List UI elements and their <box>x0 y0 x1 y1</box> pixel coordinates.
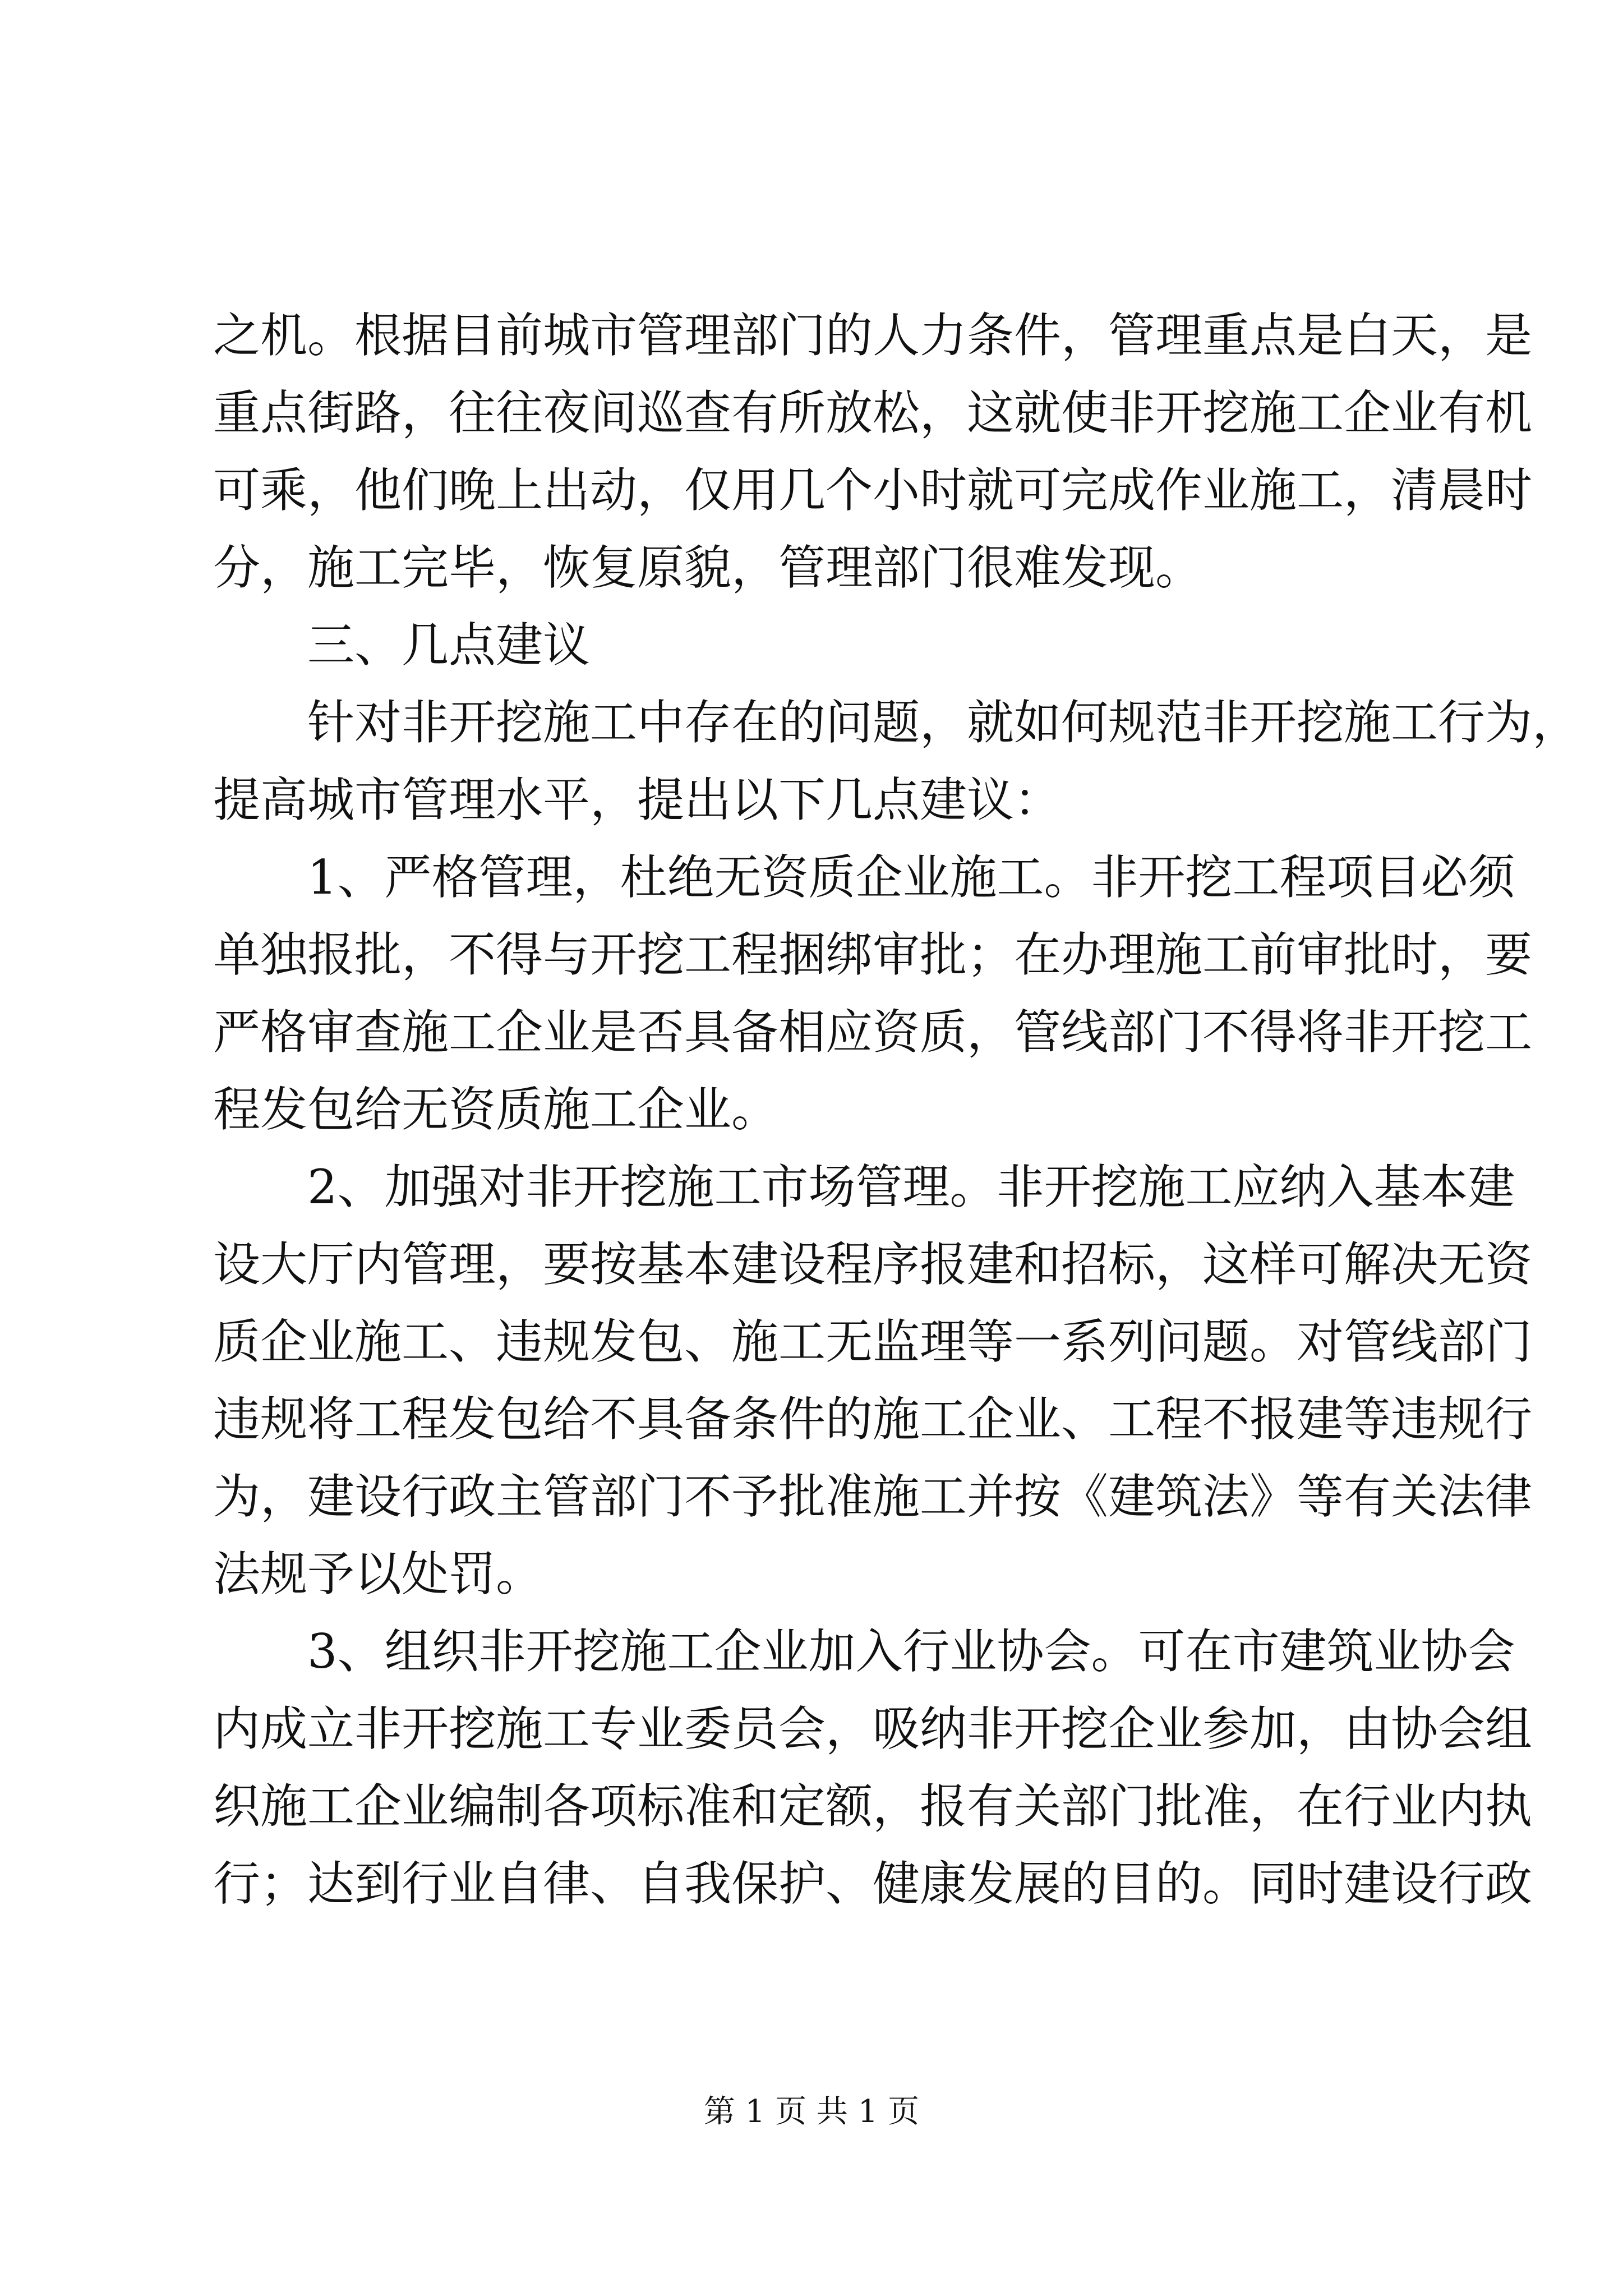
text-line: 为，建设行政主管部门不予批准施工并按《建筑法》等有关法律 <box>213 1469 1533 1524</box>
text-line: 程发包给无资质施工企业。 <box>213 1082 779 1137</box>
text-line: 针对非开挖施工中存在的问题，就如何规范非开挖施工行为， <box>307 695 1580 750</box>
text-line: 2、加强对非开挖施工市场管理。非开挖施工应纳入基本建 <box>307 1159 1515 1214</box>
text-line: 内成立非开挖施工专业委员会，吸纳非开挖企业参加，由协会组 <box>213 1701 1533 1756</box>
text-line: 法规予以处罚。 <box>213 1547 543 1602</box>
text-line: 织施工企业编制各项标准和定额，报有关部门批准，在行业内执 <box>213 1779 1533 1834</box>
text-line: 重点街路，往往夜间巡查有所放松，这就使非开挖施工企业有机 <box>213 385 1533 440</box>
text-line: 行；达到行业自律、自我保护、健康发展的目的。同时建设行政 <box>213 1856 1533 1911</box>
text-line: 质企业施工、违规发包、施工无监理等一系列问题。对管线部门 <box>213 1314 1533 1369</box>
text-line: 可乘，他们晚上出动，仅用几个小时就可完成作业施工，清晨时 <box>213 463 1533 518</box>
text-line: 之机。根据目前城市管理部门的人力条件，管理重点是白天，是 <box>213 308 1533 363</box>
text-line: 违规将工程发包给不具备条件的施工企业、工程不报建等违规行 <box>213 1392 1533 1447</box>
text-line: 3、组织非开挖施工企业加入行业协会。可在市建筑业协会 <box>307 1624 1515 1679</box>
text-line: 设大厅内管理，要按基本建设程序报建和招标，这样可解决无资 <box>213 1237 1533 1292</box>
text-line: 提高城市管理水平，提出以下几点建议： <box>213 772 1062 827</box>
text-line: 1、严格管理，杜绝无资质企业施工。非开挖工程项目必须 <box>307 850 1515 905</box>
text-line: 分，施工完毕，恢复原貌，管理部门很难发现。 <box>213 540 1203 595</box>
section-heading: 三、几点建议 <box>307 618 591 673</box>
text-line: 单独报批，不得与开挖工程捆绑审批；在办理施工前审批时，要 <box>213 927 1533 982</box>
text-line: 严格审查施工企业是否具备相应资质，管线部门不得将非开挖工 <box>213 1005 1533 1060</box>
page-number: 第 1 页 共 1 页 <box>703 2093 920 2130</box>
